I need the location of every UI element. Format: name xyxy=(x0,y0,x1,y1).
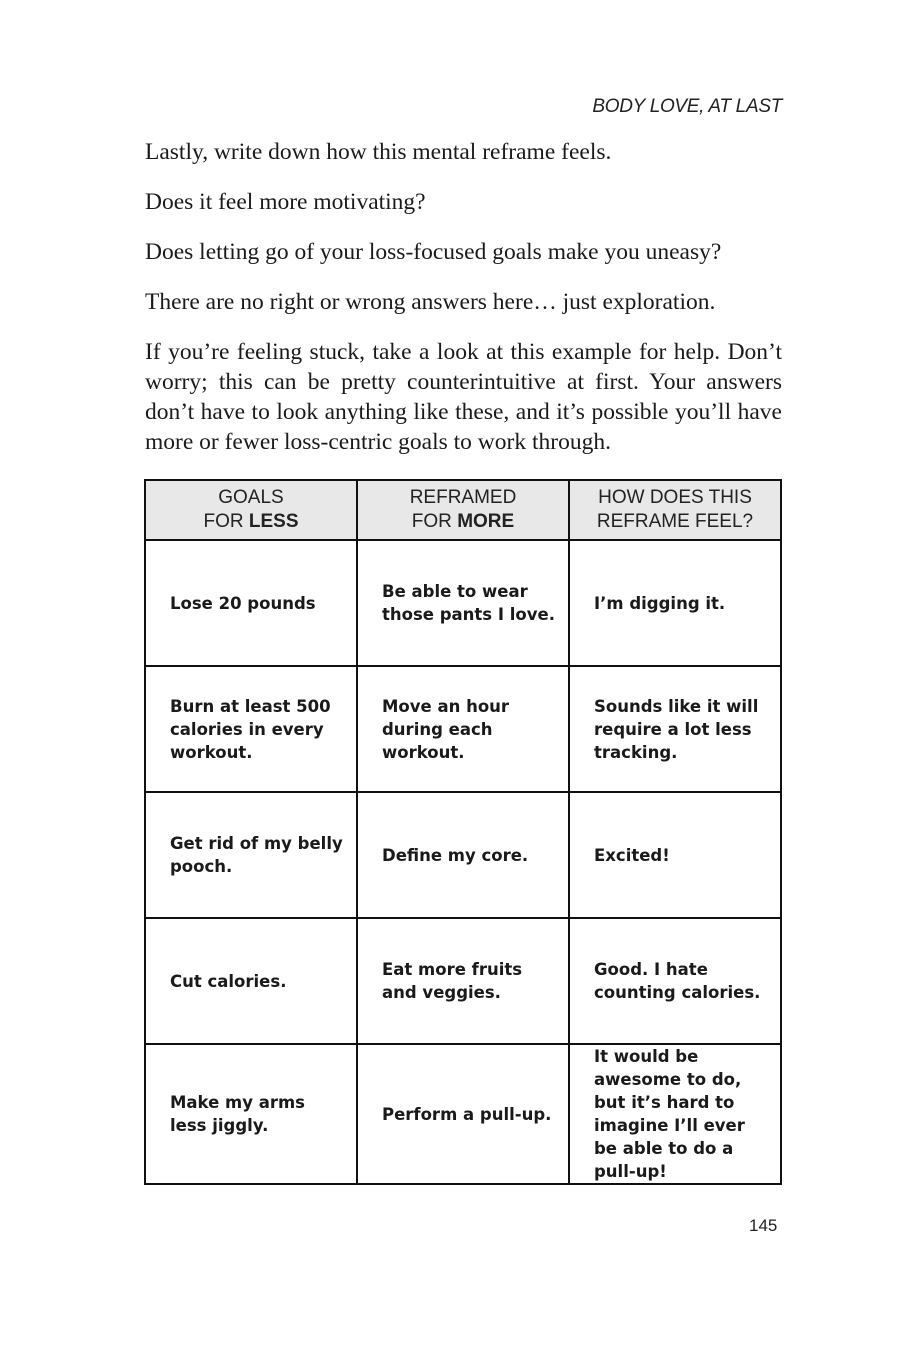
paragraph: Does letting go of your loss-focused goals make you uneasy? xyxy=(145,239,722,265)
table-cell: Get rid of my belly pooch. xyxy=(145,792,357,918)
table-cell: Define my core. xyxy=(357,792,569,918)
table-cell: Sounds like it will require a lot less tracking. xyxy=(569,666,781,792)
header-emphasis: LESS xyxy=(248,511,299,532)
header-line: FOR xyxy=(411,511,458,532)
body-text xyxy=(145,137,782,477)
table-row xyxy=(145,540,781,666)
header-reframed-for-more xyxy=(357,480,569,540)
table-cell: Burn at least 500 calories in every workout. xyxy=(145,666,357,792)
paragraph: If you’re feeling stuck, take a look at this example for help. Don’t worry; this can be pretty counterintuitive at first. Your answers don’t have to look anything like these, and it’s possible you’ll have more or fewer loss-centric goals to work through. xyxy=(145,339,782,455)
table-header-row xyxy=(145,480,781,540)
table-cell: Eat more fruits and veggies. xyxy=(357,918,569,1044)
table-cell: Perform a pull-up. xyxy=(357,1044,569,1184)
header-goals-for-less xyxy=(145,480,357,540)
reframe-table xyxy=(144,479,782,1185)
header-emphasis: MORE xyxy=(457,511,515,532)
table-cell: Move an hour during each workout. xyxy=(357,666,569,792)
running-header: BODY LOVE, AT LAST xyxy=(592,96,782,117)
table-cell: I’m digging it. xyxy=(569,540,781,666)
table-cell: Lose 20 pounds xyxy=(145,540,357,666)
paragraph: Lastly, write down how this mental reframe feels. xyxy=(145,139,612,165)
header-line: HOW DOES THIS xyxy=(598,487,752,508)
header-line: FOR xyxy=(203,511,249,532)
header-line: REFRAME FEEL? xyxy=(596,511,754,532)
table-cell: Excited! xyxy=(569,792,781,918)
paragraph: There are no right or wrong answers here… just exploration. xyxy=(145,289,716,315)
table-cell: Be able to wear those pants I love. xyxy=(357,540,569,666)
header-how-does-this-reframe-feel xyxy=(569,480,781,540)
table-row xyxy=(145,918,781,1044)
page-number: 145 xyxy=(749,1216,778,1235)
table-cell: It would be awesome to do, but it’s hard to imagine I’ll ever be able to do a pull-up! xyxy=(569,1044,781,1184)
table-cell: Good. I hate counting calories. xyxy=(569,918,781,1044)
table-cell: Cut calories. xyxy=(145,918,357,1044)
table-cell: Make my arms less jiggly. xyxy=(145,1044,357,1184)
header-line: GOALS xyxy=(218,487,284,508)
paragraph: Does it feel more motivating? xyxy=(145,189,426,215)
table-row xyxy=(145,1044,781,1184)
table-row xyxy=(145,792,781,918)
table-row xyxy=(145,666,781,792)
header-line: REFRAMED xyxy=(409,487,517,508)
